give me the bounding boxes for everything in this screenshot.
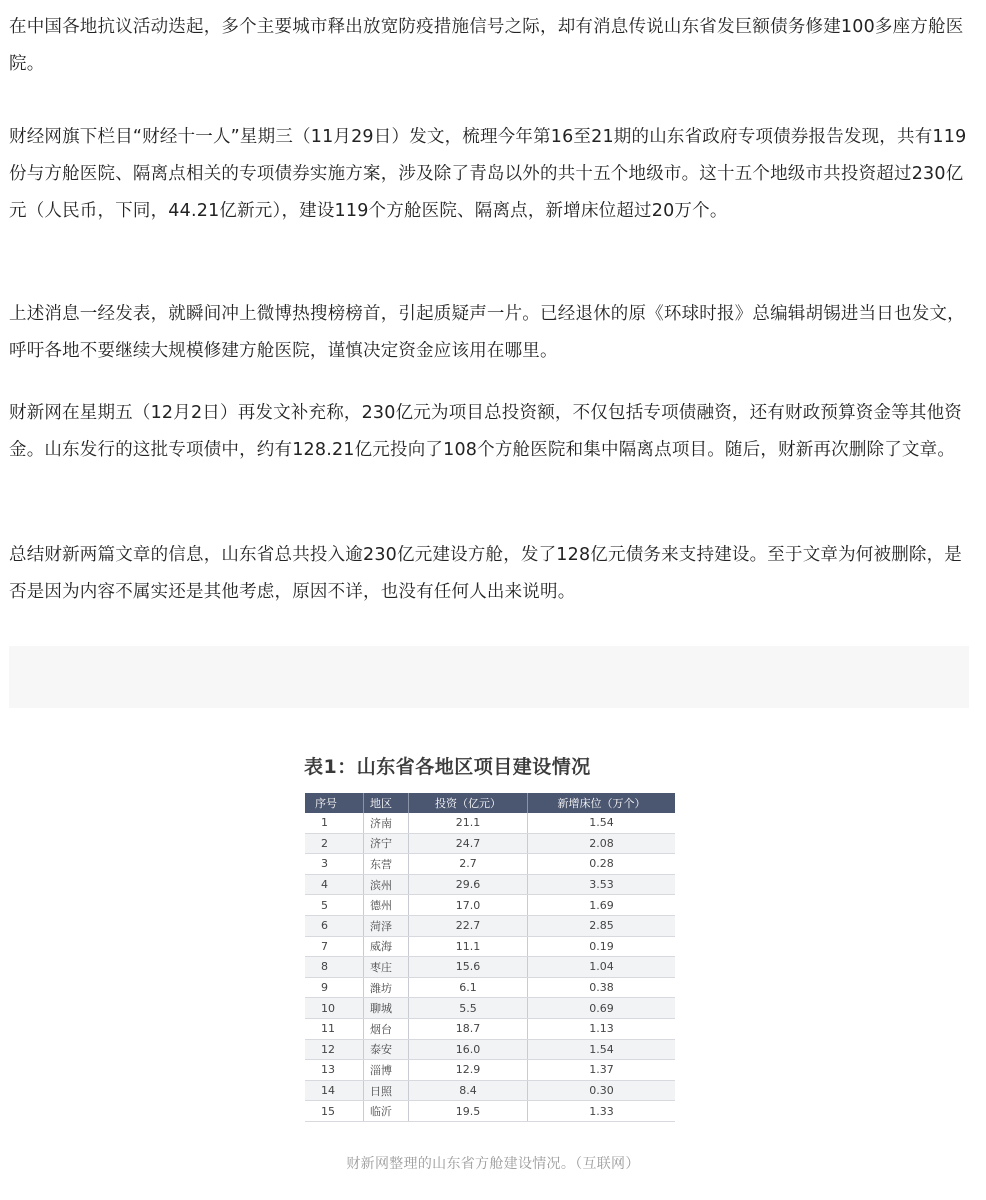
project-table: [305, 793, 675, 1122]
cell-investment: 18.7: [409, 1018, 528, 1039]
cell-region: 烟台: [364, 1018, 409, 1039]
table-row: [305, 854, 675, 875]
cell-investment: 12.9: [409, 1060, 528, 1081]
table-image: [300, 738, 678, 1130]
cell-investment: 22.7: [409, 915, 528, 936]
cell-region: 德州: [364, 895, 409, 916]
cell-investment: 19.5: [409, 1101, 528, 1122]
cell-investment: 24.7: [409, 833, 528, 854]
cell-index: 9: [305, 977, 364, 998]
table-row: [305, 1101, 675, 1122]
cell-region: 日照: [364, 1080, 409, 1101]
cell-region: 滨州: [364, 874, 409, 895]
cell-region: 威海: [364, 936, 409, 957]
cell-investment: 29.6: [409, 874, 528, 895]
cell-beds: 0.28: [528, 854, 676, 875]
cell-investment: 8.4: [409, 1080, 528, 1101]
cell-region: 枣庄: [364, 957, 409, 978]
table-row: [305, 1039, 675, 1060]
cell-beds: 1.13: [528, 1018, 676, 1039]
cell-index: 15: [305, 1101, 364, 1122]
header-investment: 投资（亿元）: [409, 793, 528, 813]
header-beds: 新增床位（万个）: [528, 793, 676, 813]
cell-beds: 1.37: [528, 1060, 676, 1081]
cell-index: 14: [305, 1080, 364, 1101]
cell-investment: 5.5: [409, 998, 528, 1019]
cell-index: 2: [305, 833, 364, 854]
cell-beds: 3.53: [528, 874, 676, 895]
cell-investment: 15.6: [409, 957, 528, 978]
table-row: [305, 936, 675, 957]
cell-region: 菏泽: [364, 915, 409, 936]
cell-index: 10: [305, 998, 364, 1019]
table-row: [305, 915, 675, 936]
cell-investment: 11.1: [409, 936, 528, 957]
table-row: [305, 833, 675, 854]
cell-investment: 2.7: [409, 854, 528, 875]
cell-investment: 16.0: [409, 1039, 528, 1060]
cell-beds: 2.08: [528, 833, 676, 854]
cell-index: 3: [305, 854, 364, 875]
cell-beds: 0.69: [528, 998, 676, 1019]
cell-index: 12: [305, 1039, 364, 1060]
table-row: [305, 1080, 675, 1101]
cell-region: 东营: [364, 854, 409, 875]
cell-index: 13: [305, 1060, 364, 1081]
article-paragraph-2: 财经网旗下栏目“财经十一人”星期三（11月29日）发文，梳理今年第16至21期的山东省政府专项债券报告发现，共有119份与方舱医院、隔离点相关的专项债券实施方案，涉及除了青岛以外的共十五个地级市。这十五个地级市共投资超过230亿元（人民币，下同，44.21亿新元），建设119个方舱医院、隔离点，新增床位超过20万个。: [9, 127, 967, 221]
cell-beds: 0.30: [528, 1080, 676, 1101]
cell-investment: 6.1: [409, 977, 528, 998]
cell-region: 淄博: [364, 1060, 409, 1081]
table-body: [305, 813, 675, 1121]
cell-beds: 1.54: [528, 1039, 676, 1060]
table-row: [305, 957, 675, 978]
table-row: [305, 1018, 675, 1039]
cell-investment: 21.1: [409, 813, 528, 833]
cell-beds: 2.85: [528, 915, 676, 936]
cell-region: 济南: [364, 813, 409, 833]
cell-region: 潍坊: [364, 977, 409, 998]
table-header-row: [305, 793, 675, 813]
cell-region: 临沂: [364, 1101, 409, 1122]
cell-beds: 0.38: [528, 977, 676, 998]
cell-investment: 17.0: [409, 895, 528, 916]
cell-index: 7: [305, 936, 364, 957]
article-paragraph-4: 财新网在星期五（12月2日）再发文补充称，230亿元为项目总投资额，不仅包括专项债融资，还有财政预算资金等其他资金。山东发行的这批专项债中，约有128.21亿元投向了108个方舱医院和集中隔离点项目。随后，财新再次删除了文章。: [9, 403, 963, 460]
table-row: [305, 813, 675, 833]
cell-index: 8: [305, 957, 364, 978]
cell-beds: 1.33: [528, 1101, 676, 1122]
cell-region: 泰安: [364, 1039, 409, 1060]
cell-beds: 1.54: [528, 813, 676, 833]
table-title: 表1：山东省各地区项目建设情况: [304, 756, 591, 778]
cell-index: 5: [305, 895, 364, 916]
cell-index: 6: [305, 915, 364, 936]
cell-index: 1: [305, 813, 364, 833]
table-row: [305, 895, 675, 916]
cell-region: 聊城: [364, 998, 409, 1019]
cell-beds: 1.04: [528, 957, 676, 978]
header-region: 地区: [364, 793, 409, 813]
table-row: [305, 1060, 675, 1081]
header-index: 序号: [305, 793, 364, 813]
article-paragraph-5: 总结财新两篇文章的信息，山东省总共投入逾230亿元建设方舱，发了128亿元债务来支持建设。至于文章为何被删除，是否是因为内容不属实还是其他考虑，原因不详，也没有任何人出来说明。: [9, 545, 963, 602]
article-paragraph-3: 上述消息一经发表，就瞬间冲上微博热搜榜榜首，引起质疑声一片。已经退休的原《环球时报》总编辑胡锡进当日也发文，呼吁各地不要继续大规模修建方舱医院，谨慎决定资金应该用在哪里。: [9, 304, 965, 361]
cell-region: 济宁: [364, 833, 409, 854]
table-row: [305, 977, 675, 998]
ad-placeholder: [9, 646, 969, 708]
table-row: [305, 874, 675, 895]
cell-beds: 1.69: [528, 895, 676, 916]
cell-index: 4: [305, 874, 364, 895]
cell-index: 11: [305, 1018, 364, 1039]
article-paragraph-1: 在中国各地抗议活动迭起，多个主要城市释出放宽防疫措施信号之际，却有消息传说山东省发巨额债务修建100多座方舱医院。: [9, 17, 964, 74]
image-caption: 财新网整理的山东省方舱建设情况。（互联网）: [346, 1156, 640, 1172]
table-row: [305, 998, 675, 1019]
cell-beds: 0.19: [528, 936, 676, 957]
